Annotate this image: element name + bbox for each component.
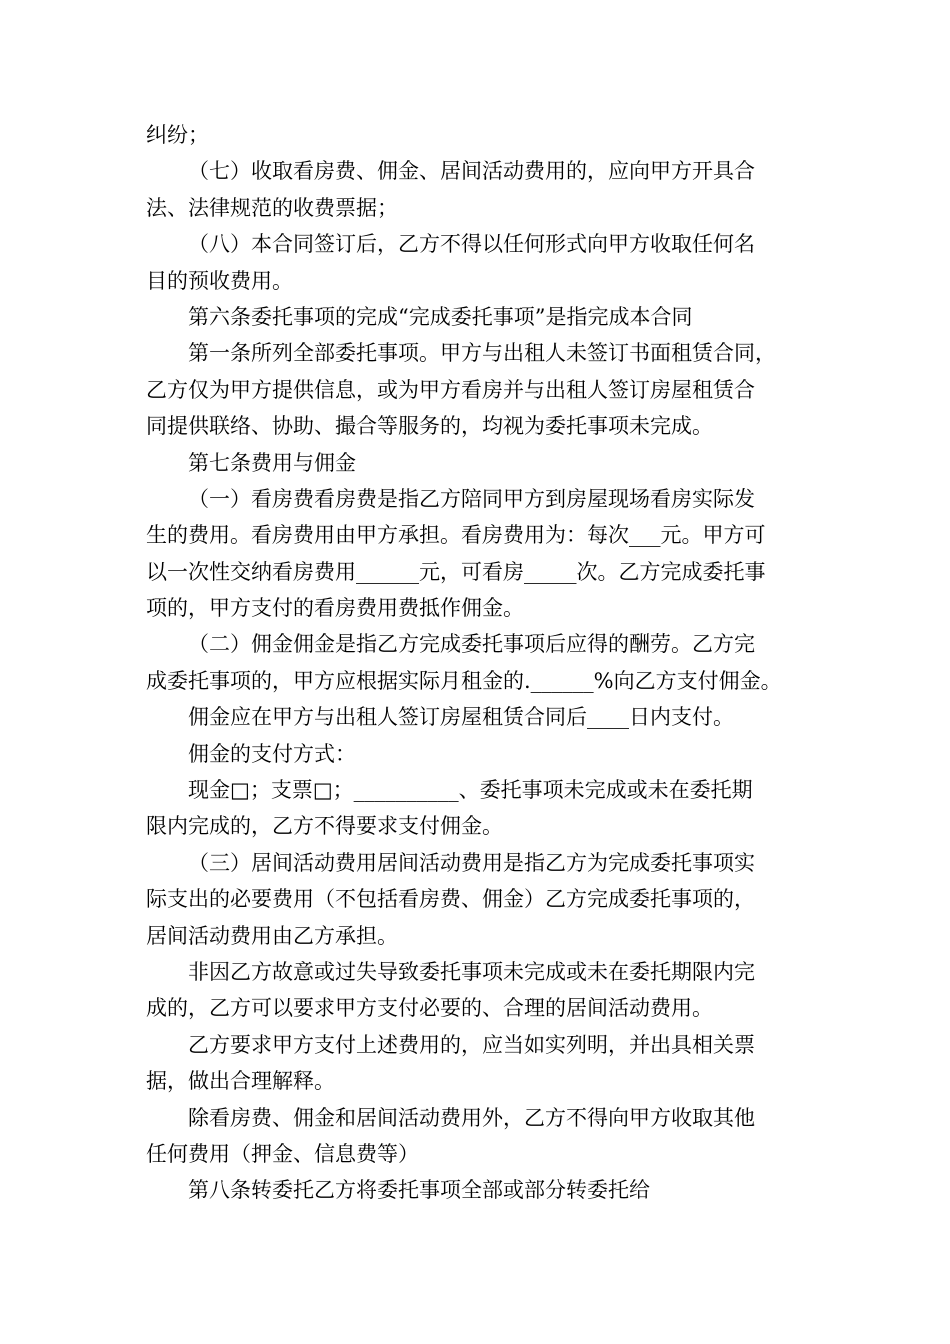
text-line: 非因乙方故意或过失导致委托事项未完成或未在委托期限内完 [188,959,755,984]
document-page [146,117,810,1209]
text-line: （一）看房费看房费是指乙方陪同甲方到房屋现场看房实际发 [188,486,755,511]
text-line: 乙方仅为甲方提供信息，或为甲方看房并与出租人签订房屋租赁合 [146,377,755,402]
text-line: 除看房费、佣金和居间活动费用外，乙方不得向甲方收取其他 [188,1105,755,1130]
text-line: 第一条所列全部委托事项。甲方与出租人未签订书面租赁合同， [188,341,776,366]
text-line: 现金□；支票□；__________、委托事项未完成或未在委托期 [188,778,753,803]
text-line: 法、法律规范的收费票据； [146,195,398,220]
text-line: 据，做出合理解释。 [146,1069,335,1094]
text-line: 同提供联络、协助、撮合等服务的，均视为委托事项未完成。 [146,414,713,439]
text-line: 生的费用。看房费用由甲方承担。看房费用为：每次___元。甲方可 [146,523,766,548]
text-line: （八）本合同签订后，乙方不得以任何形式向甲方收取任何名 [188,232,755,257]
text-line: 项的，甲方支付的看房费用费抵作佣金。 [146,596,524,621]
text-line: 际支出的必要费用（不包括看房费、佣金）乙方完成委托事项的， [146,887,755,912]
text-line: 佣金的支付方式： [188,741,356,766]
text-line: 以一次性交纳看房费用______元，可看房_____次。乙方完成委托事 [146,559,766,584]
text-line: 限内完成的，乙方不得要求支付佣金。 [146,814,503,839]
text-line: 任何费用（押金、信息费等） [146,1141,419,1166]
text-line: （三）居间活动费用居间活动费用是指乙方为完成委托事项实 [188,850,755,875]
text-line: 居间活动费用由乙方承担。 [146,923,398,948]
article-heading: 第七条费用与佣金 [188,450,356,475]
text-line: 成的，乙方可以要求甲方支付必要的、合理的居间活动费用。 [146,996,713,1021]
article-heading: 第八条转委托乙方将委托事项全部或部分转委托给 [188,1178,650,1203]
text-line: （二）佣金佣金是指乙方完成委托事项后应得的酬劳。乙方完 [188,632,755,657]
text-line: 纠纷； [146,123,209,147]
text-line: （七）收取看房费、佣金、居间活动费用的，应向甲方开具合 [188,159,755,184]
text-line: 成委托事项的，甲方应根据实际月租金的.______%向乙方支付佣金。 [146,668,782,693]
article-heading: 第六条委托事项的完成“完成委托事项”是指完成本合同 [188,304,693,329]
text-line: 佣金应在甲方与出租人签订房屋租赁合同后____日内支付。 [188,705,734,730]
text-line: 乙方要求甲方支付上述费用的，应当如实列明，并出具相关票 [188,1032,755,1057]
text-line: 目的预收费用。 [146,268,293,293]
